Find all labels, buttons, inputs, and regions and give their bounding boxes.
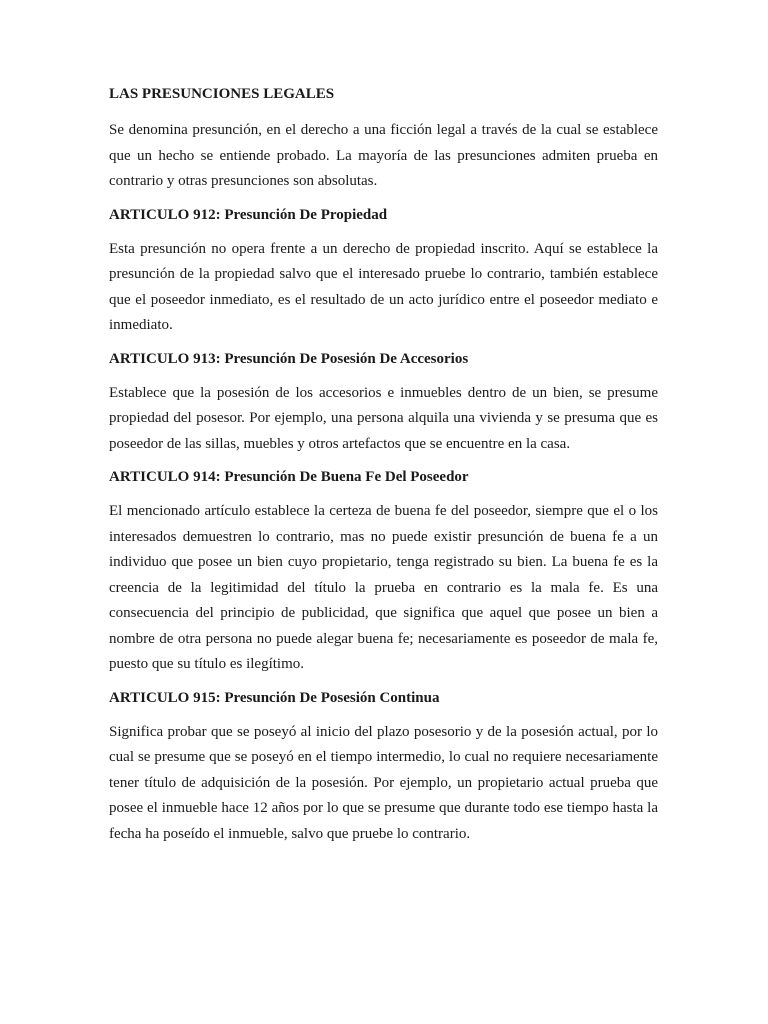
intro-paragraph: Se denomina presunción, en el derecho a una ficción legal a través de la cual se establece que un hecho se entiende probado. La mayoría de las presunciones admiten prueba en contrario y otras presunciones son absolutas. [109, 122, 658, 189]
article-913-paragraph: Establece que la posesión de los accesorios e inmuebles dentro de un bien, se presume propiedad del posesor. Por ejemplo, una persona alquila una vivienda y se presuma que es poseedor de las sillas, muebles y otros artefactos que se encuentre en la casa. [109, 384, 658, 452]
article-912-paragraph: Esta presunción no opera frente a un derecho de propiedad inscrito. Aquí se establece la presunción de la propiedad salvo que el interesado pruebe lo contrario, también establece que el poseedor inmediato, es el resultado de un acto jurídico entre el poseedor mediato e inmediato. [109, 240, 658, 333]
document-page [109, 84, 658, 857]
document-title: LAS PRESUNCIONES LEGALES [109, 86, 335, 102]
article-912-heading: ARTICULO 912: Presunción De Propiedad [109, 206, 388, 223]
article-913-heading: ARTICULO 913: Presunción De Posesión De Accesorios [109, 350, 469, 367]
article-914-heading: ARTICULO 914: Presunción De Buena Fe Del Poseedor [109, 469, 469, 485]
article-915-paragraph: Significa probar que se poseyó al inicio del plazo posesorio y de la posesión actual, por lo cual se presume que se poseyó en el tiempo intermedio, lo cual no requiere necesariamente tener título de adquisición de la posesión. Por ejemplo, un propietario actual prueba que posee el inmueble hace 12 años por lo que se presume que durante todo ese tiempo hasta la fecha ha poseído el inmueble, salvo que pruebe lo contrario. [109, 723, 658, 842]
article-915-heading: ARTICULO 915: Presunción De Posesión Continua [109, 689, 440, 706]
article-914-paragraph: El mencionado artículo establece la certeza de buena fe del poseedor, siempre que el o los interesados demuestren lo contrario, mas no puede existir presunción de buena fe a un individuo que posee un bien cuyo propietario, tenga registrado su bien. La buena fe es la creencia de la legitimidad del título la prueba en contrario es la mala fe. Es una consecuencia del principio de publicidad, que significa que aquel que posee un bien a nombre de otra persona no puede alegar buena fe; necesariamente es poseedor de mala fe, puesto que su título es ilegítimo. [109, 503, 658, 672]
